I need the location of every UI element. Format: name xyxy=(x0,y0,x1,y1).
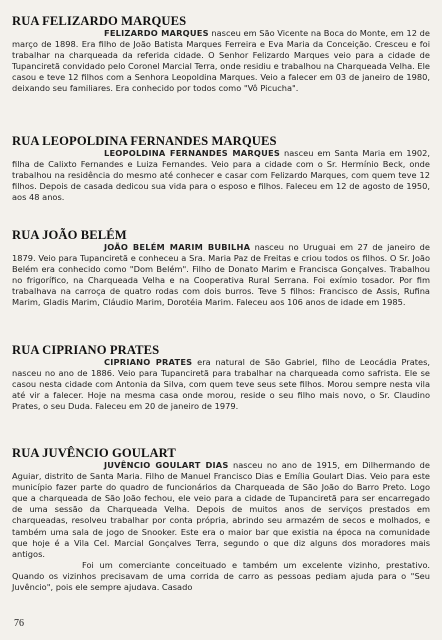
biography-text: nasceu no Uruguai em 27 de janeiro de 1879. Veio para Tupanciretã e conheceu a Sra. Maria Paz de Freitas e criou todos os filhos. O Sr. João Belém era conhecido como "Dom Belém". Filho de Donato Marim e Francisca Gonçalves. Trabalhou no frigorífico, na Charqueada Velha e na Cooperativa Rural Serrana. Foi exímio tosador. Por fim trabalhava na carroça de quatro rodas com dois burros. Teve 5 filhos: Francisco de Assis, Rufina Marim, Gladis Marim, Cláudio Marim, Dorotéia Marim. Faleceu aos 106 anos de idade em 1985. xyxy=(12,242,430,308)
section-paragraph-continued xyxy=(12,560,430,593)
person-name: JOÃO BELÉM MARIM BUBILHA xyxy=(104,242,251,252)
biography-text: era natural de São Gabriel, filho de Leocádia Prates, nasceu no ano de 1886. Veio para Tupanciretã para trabalhar na charqueada como safrista. Ele se casou nesta cidade com Antonia da Silva, com quem teve seus sete filhos. Morou sempre nesta vila até vir a falecer. Hoje na mesma casa onde morou, reside o seu filho mais novo, o Sr. Claudino Prates, o seu Duda. Faleceu em 20 de janeiro de 1979. xyxy=(12,357,430,412)
section-joao-belem xyxy=(12,228,430,309)
section-juvencio-goulart xyxy=(12,446,430,593)
biography-text: nasceu em São Vicente na Boca do Monte, em 12 de março de 1898. Era filho de João Batista Marques Ferreira e Eva Maria da Conceição. Cresceu e foi trabalhar na charqueada da referida cidade. O Senhor Felizardo Marques veio para a cidade de Tupanciretã convidado pelo Coronel Marcial Terra, onde residiu e trabalhou na Charqueada Velha. Ele casou e teve 12 filhos com a Senhora Leopoldina Marques. Veio a falecer em 03 de janeiro de 1980, deixando seu familiares. Era conhecido por todos como "Vô Picucha". xyxy=(12,28,430,94)
section-heading: RUA CIPRIANO PRATES xyxy=(12,343,160,357)
section-heading: RUA FELIZARDO MARQUES xyxy=(12,14,187,28)
section-cipriano-prates xyxy=(12,343,430,412)
person-name: FELIZARDO MARQUES xyxy=(104,28,209,38)
page-number: 76 xyxy=(14,618,24,629)
section-heading: RUA JOÃO BELÉM xyxy=(12,228,127,242)
biography-text: nasceu em Santa Maria em 1902, filha de Calixto Fernandes e Luiza Fernandes. Veio para a cidade com o Sr. Hermínio Beck, onde trabalhou na residência do mesmo até conhecer e casar com Felizardo Marques, com quem teve 12 filhos. Depois de casada dedicou sua vida para o esposo e filhos. Faleceu em 12 de agosto de 1950, aos 48 anos. xyxy=(12,148,430,203)
section-paragraph xyxy=(12,148,430,203)
section-paragraph xyxy=(12,28,430,95)
section-paragraph xyxy=(12,357,430,412)
person-name: CIPRIANO PRATES xyxy=(104,357,193,367)
section-heading: RUA JUVÊNCIO GOULART xyxy=(12,446,176,460)
section-paragraph xyxy=(12,242,430,309)
person-name: LEOPOLDINA FERNANDES MARQUES xyxy=(104,148,281,158)
section-felizardo-marques xyxy=(12,14,430,95)
biography-text-continued: Foi um comerciante conceituado e também um excelente vizinho, prestativo. Quando os vizinhos precisavam de uma corrida de carro as pessoas pediam ajuda para o "Seu Juvêncio", pois ele sempre ajudava. Casado xyxy=(12,559,430,593)
section-leopoldina-fernandes-marques xyxy=(12,134,430,203)
section-paragraph xyxy=(12,460,430,560)
biography-text: nasceu no ano de 1915, em Dilhermando de Aguiar, distrito de Santa Maria. Filho de Manuel Francisco Dias e Emília Goulart Dias. Veio para este município fazer parte do quadro de funcionários da Charqueada de São João do Barro Preto. Logo que a charqueada de São João fechou, ele veio para a cidade de Tupanciretã para ser encarregado de uma sessão da Charqueada Velha. Depois de muitos anos de serviços prestados em charqueadas, resolveu trabalhar por conta própria, abrindo seu armazém de secos e molhados, e também uma sala de jogo de Snooker. Este era o maior bar que existia na época na comunidade que hoje é a Vila Cel. Marcial Gonçalves Terra, segundo o que diz alguns dos moradores mais antigos. xyxy=(12,460,430,559)
section-heading: RUA LEOPOLDINA FERNANDES MARQUES xyxy=(12,134,277,148)
person-name: JUVÊNCIO GOULART DIAS xyxy=(104,460,229,470)
